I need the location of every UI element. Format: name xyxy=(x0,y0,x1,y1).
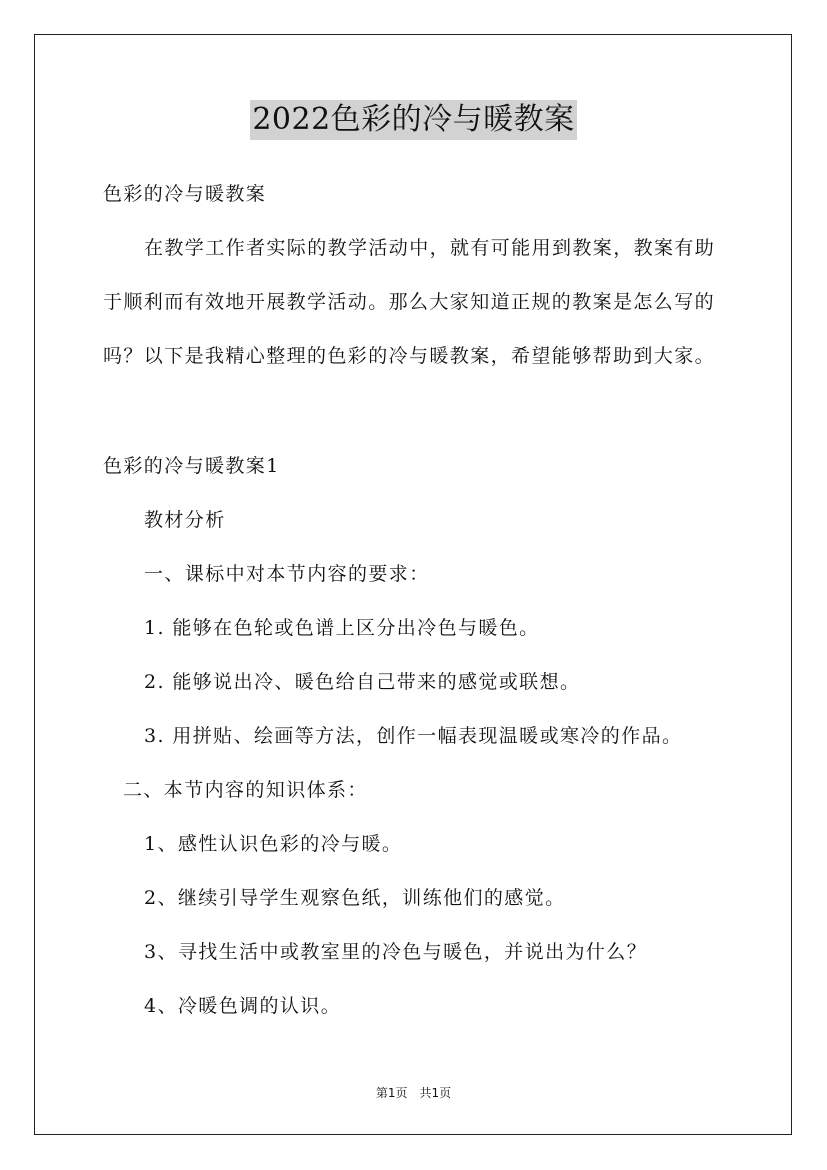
part1-heading: 一、课标中对本节内容的要求： xyxy=(144,563,430,585)
title-container xyxy=(0,100,827,140)
analysis-heading: 教材分析 xyxy=(144,509,226,531)
part2-item: 2、继续引导学生观察色纸，训练他们的感觉。 xyxy=(144,887,566,909)
intro-line: 吗？以下是我精心整理的色彩的冷与暖教案，希望能够帮助到大家。 xyxy=(103,345,716,367)
part1-item: 2. 能够说出冷、暖色给自己带来的感觉或联想。 xyxy=(144,671,581,693)
section-heading: 色彩的冷与暖教案1 xyxy=(103,455,280,477)
part1-item: 3. 用拼贴、绘画等方法，创作一幅表现温暖或寒冷的作品。 xyxy=(144,725,683,747)
intro-line: 在教学工作者实际的教学活动中，就有可能用到教案，教案有助 xyxy=(144,237,716,259)
part2-item: 3、寻找生活中或教室里的冷色与暖色，并说出为什么？ xyxy=(144,941,648,963)
intro-paragraph xyxy=(103,236,727,398)
page-number: 第1页 共1页 xyxy=(375,1086,452,1100)
part2-item: 4、冷暖色调的认识。 xyxy=(144,995,342,1017)
document-subtitle: 色彩的冷与暖教案 xyxy=(103,183,267,205)
intro-line: 于顺利而有效地开展教学活动。那么大家知道正规的教案是怎么写的 xyxy=(103,291,716,313)
part2-item: 1、感性认识色彩的冷与暖。 xyxy=(144,833,403,855)
part1-item: 1. 能够在色轮或色谱上区分出冷色与暖色。 xyxy=(144,617,540,639)
document-title: 2022色彩的冷与暖教案 xyxy=(250,100,576,140)
part2-heading: 二、本节内容的知识体系： xyxy=(123,779,368,801)
